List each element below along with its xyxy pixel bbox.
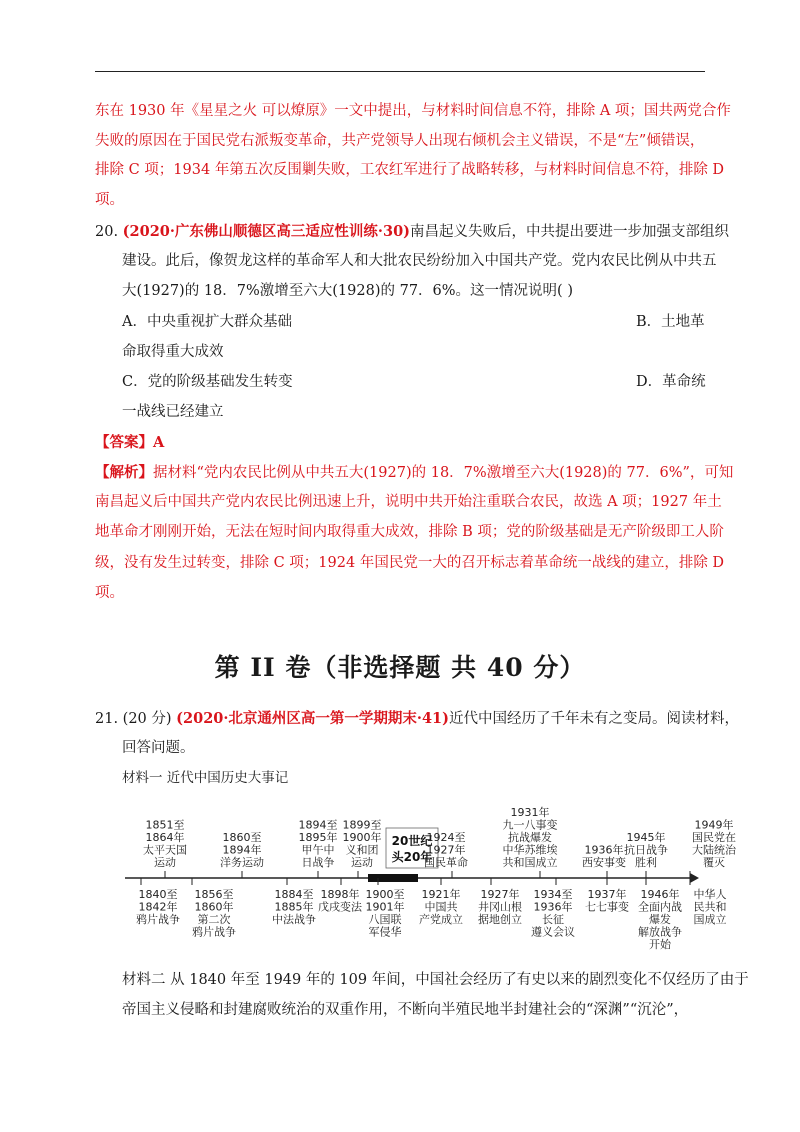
timeline-bottom-event-label: 民共和: [693, 900, 727, 914]
timeline-bottom-event-label: 第二次: [197, 913, 231, 926]
timeline-bottom-event-label: 1946年: [640, 888, 680, 901]
timeline-bottom-event-label: 1898年: [320, 888, 360, 901]
timeline-center-label-1: 20世纪: [391, 834, 433, 848]
timeline-top-event-label: 1931年: [510, 806, 550, 819]
timeline-top-event-label: 1860至: [222, 831, 262, 844]
q19-analysis-line-4: 项。: [95, 192, 124, 208]
timeline-top-event-label: 西安事变: [582, 856, 626, 869]
question-number: 20.: [95, 224, 119, 240]
timeline-bottom-event-label: 产党成立: [419, 913, 463, 926]
analysis-text: 据材料“党内农民比例从中共五大(1927)的 18．7%激增至六大(1928)的 77．6%”，可知: [153, 465, 734, 481]
timeline-bottom-event-label: 解放战争: [638, 925, 682, 939]
timeline-bottom-event-label: 1840至: [138, 888, 178, 901]
q20-stem-text: 南昌起义失败后，中共提出要进一步加强支部组织: [410, 224, 730, 240]
timeline-bottom-event-label: 国成立: [693, 913, 727, 926]
timeline-top-event-label: 国民党在: [692, 831, 736, 844]
timeline-bottom-event-label: 中国共: [424, 900, 458, 914]
q20-analysis-line-2: 南昌起义后中国共产党内农民比例迅速上升，说明中共开始注重联合农民，故选 A 项；1927 年土: [95, 494, 722, 510]
section-title: 第 II 卷（非选择题 共 40 分）: [214, 653, 586, 682]
q20-stem-line-1: [95, 217, 729, 248]
timeline-top-event-label: 义和团: [345, 843, 379, 857]
timeline-top-event-label: 1949年: [694, 818, 734, 832]
q20-option-a: A．中央重视扩大群众基础: [122, 314, 292, 330]
timeline-bottom-event-label: 鸦片战争: [136, 913, 180, 926]
q20-stem-line-3: 大(1927)的 18．7%激增至六大(1928)的 77．6%。这一情况说明( ): [122, 283, 573, 299]
timeline-top-event-label: 胜利: [635, 856, 657, 869]
timeline-top-event-label: 覆灭: [703, 856, 725, 869]
q20-option-d: D．革命统: [636, 374, 706, 390]
timeline-top-event-label: 1894至: [298, 818, 338, 832]
q20-answer: 【答案】A: [95, 434, 165, 451]
q20-option-d-cont: 一战线已经建立: [122, 404, 224, 420]
timeline-top-event-label: 洋务运动: [220, 856, 264, 869]
header-rule: [95, 71, 705, 72]
analysis-label: 【解析】: [95, 464, 153, 481]
q20-analysis-line-5: 项。: [95, 585, 124, 601]
q20-option-b: B．土地革: [636, 314, 705, 330]
q20-stem-line-2: 建设。此后，像贺龙这样的革命军人和大批农民纷纷加入中国共产党。党内农民比例从中共五: [122, 253, 717, 269]
timeline-bottom-event-label: 长征: [542, 913, 564, 926]
timeline-top-event-label: 国民革命: [424, 856, 468, 869]
timeline-top-event-label: 共和国成立: [502, 856, 558, 869]
timeline-arrow-icon: [690, 873, 699, 883]
timeline-top-event-label: 1864年: [145, 831, 185, 844]
timeline-bottom-event-label: 1860年: [194, 900, 234, 914]
timeline-bottom-event-label: 1856至: [194, 888, 234, 901]
q19-analysis-line-2: 失败的原因在于国民党右派叛变革命，共产党领导人出现右倾机会主义错误，不是“左”倾错误，: [95, 133, 705, 149]
q21-stem-text: 近代中国经历了千年未有之变局。阅读材料，: [449, 711, 740, 727]
timeline-bottom-event-label: 1927年: [480, 888, 520, 901]
q21-stem-line-1: [95, 704, 739, 735]
q20-analysis-line-3: 地革命才刚刚开始，无法在短时间内取得重大成效，排除 B 项；党的阶级基础是无产阶级即工人阶: [95, 524, 724, 540]
timeline-bottom-event-label: 全面内战: [638, 900, 682, 914]
timeline-bottom-event-label: 1937年: [587, 888, 627, 901]
q21-stem-line-2: 回答问题。: [122, 740, 195, 756]
timeline-bottom-event-label: 据地创立: [478, 913, 522, 926]
timeline-top-event-label: 中华苏维埃: [502, 843, 558, 857]
material-1-label: 材料一 近代中国历史大事记: [122, 770, 289, 786]
q20-analysis-line-1: [95, 458, 733, 489]
question-score: (20 分): [122, 711, 172, 727]
timeline-bottom-event-label: 1900至: [365, 888, 405, 901]
timeline-bottom-event-label: 1884至: [274, 888, 314, 901]
timeline-bottom-event-label: 爆发: [649, 913, 671, 926]
timeline-top-event-label: 1900年: [342, 831, 382, 844]
timeline-bottom-event-label: 1936年: [533, 900, 573, 914]
timeline-bottom-event-label: 中法战争: [272, 913, 316, 926]
timeline-top-event-label: 九一八事变: [502, 818, 558, 832]
timeline-top-event-label: 1899至: [342, 818, 382, 832]
timeline-top-events: [143, 805, 737, 878]
timeline-top-event-label: 1936年: [584, 843, 624, 857]
timeline-bottom-event-label: 中华人: [693, 888, 727, 901]
question-source: (2020·北京通州区高一第一学期期末·41): [176, 710, 450, 727]
q20-analysis-line-4: 级，没有发生过转变，排除 C 项；1924 年国民党一大的召开标志着革命统一战线的建立，排除 D: [95, 555, 725, 571]
timeline-center-bar: [368, 874, 418, 882]
question-source: (2020·广东佛山顺德区高三适应性训练·30): [122, 223, 411, 240]
timeline-top-event-label: 日战争: [301, 856, 335, 869]
timeline-bottom-event-label: 1842年: [138, 900, 178, 914]
timeline-bottom-events: [136, 878, 727, 951]
timeline-bottom-event-label: 鸦片战争: [192, 925, 236, 939]
timeline-top-event-label: 1895年: [298, 831, 338, 844]
timeline-top-event-label: 1924至: [426, 831, 466, 844]
timeline-top-event-label: 1945年: [626, 831, 666, 844]
q20-option-c: C．党的阶级基础发生转变: [122, 374, 293, 390]
timeline-bottom-event-label: 1901年: [365, 900, 405, 914]
timeline-center-label-2: 头20年: [391, 850, 433, 864]
timeline-top-event-label: 太平天国: [143, 843, 187, 857]
material-2-line-2: 帝国主义侵略和封建腐败统治的双重作用，不断向半殖民地半封建社会的“深渊”“沉沦”，: [122, 1002, 689, 1018]
timeline-top-event-label: 甲午中: [301, 843, 335, 857]
timeline-bottom-event-label: 1921年: [421, 888, 461, 901]
timeline-bottom-event-label: 1934至: [533, 888, 573, 901]
timeline-top-event-label: 1927年: [426, 843, 466, 857]
timeline-top-event-label: 抗战爆发: [508, 831, 552, 844]
history-timeline: [0, 790, 800, 960]
q19-analysis-line-1: 东在 1930 年《星星之火 可以燎原》一文中提出，与材料时间信息不符，排除 A 项；国共两党合作: [95, 103, 731, 119]
timeline-top-event-label: 运动: [351, 856, 373, 869]
timeline-bottom-event-label: 八国联: [368, 913, 402, 926]
timeline-bottom-event-label: 1885年: [274, 900, 314, 914]
q20-option-b-cont: 命取得重大成效: [122, 344, 224, 360]
q19-analysis-line-3: 排除 C 项；1934 年第五次反围剿失败，工农红军进行了战略转移，与材料时间信息不符，排除 D: [95, 162, 725, 178]
timeline-top-event-label: 抗日战争: [624, 843, 668, 857]
timeline-bottom-event-label: 戊戌变法: [318, 900, 362, 914]
timeline-bottom-event-label: 开始: [649, 938, 671, 951]
timeline-bottom-event-label: 七七事变: [585, 900, 629, 914]
timeline-top-event-label: 1851至: [145, 818, 185, 832]
material-2-line-1: 材料二 从 1840 年至 1949 年的 109 年间，中国社会经历了有史以来的剧烈变化不仅经历了由于: [122, 972, 749, 988]
timeline-bottom-event-label: 遵义会议: [531, 925, 575, 939]
question-number: 21.: [95, 711, 119, 727]
timeline-top-event-label: 运动: [154, 856, 176, 869]
timeline-top-event-label: 1894年: [222, 843, 262, 857]
timeline-top-event-label: 大陆统治: [692, 843, 736, 857]
timeline-bottom-event-label: 井冈山根: [478, 900, 522, 914]
timeline-bottom-event-label: 军侵华: [368, 925, 402, 939]
